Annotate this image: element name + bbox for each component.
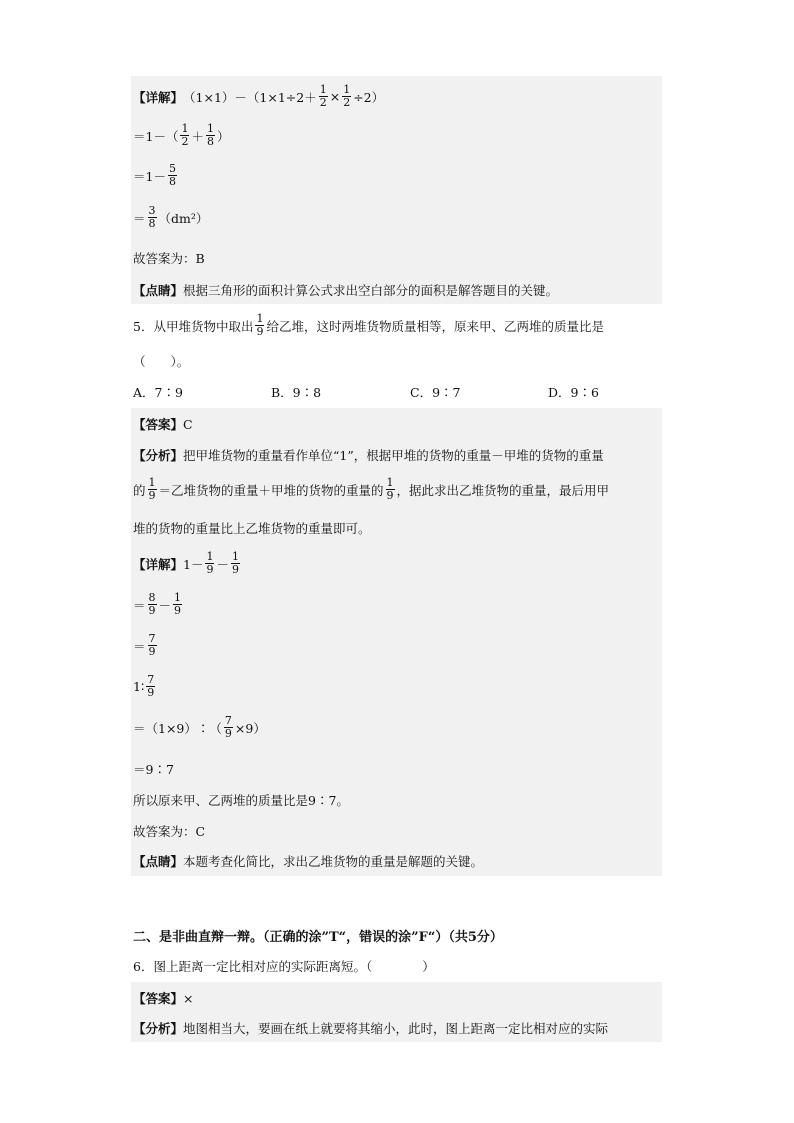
- answer-label: 【答案】: [133, 991, 184, 1006]
- fraction: $\frac{1}{9}$: [256, 312, 264, 338]
- expr-text: ＋: [191, 128, 204, 144]
- q5-detail-line-2: ＝ $\frac{8}{9}$ － $\frac{1}{9}$: [133, 591, 182, 617]
- q4-explanation-block: [131, 76, 662, 304]
- fraction: $\frac{1}{9}$: [206, 550, 214, 576]
- q5-detail-line-6: ＝9∶7: [133, 762, 174, 777]
- fraction: $\frac{7}{9}$: [147, 673, 155, 699]
- option-b[interactable]: B．9∶8: [271, 385, 322, 400]
- expr-text: ＝1－（: [133, 128, 179, 144]
- q6-answer-line: [133, 989, 194, 1007]
- fraction: $\frac{1}{9}$: [148, 476, 156, 502]
- expr-text: ＝: [133, 210, 146, 226]
- q5-answer-summary: 故答案为：C: [133, 824, 206, 839]
- q4-tip-line: [133, 281, 558, 299]
- q5-detail-line-1: 【详解】 1－ $\frac{1}{9}$ － $\frac{1}{9}$: [133, 550, 239, 576]
- q4-detail-line-2: [133, 123, 229, 148]
- q5-detail-line-5: ＝（1×9）∶（ $\frac{7}{9}$ ×9）: [133, 714, 266, 740]
- section-heading: 二、是非曲直辩一辩。（正确的涂”T“，错误的涂”F“）（共5分）: [133, 930, 503, 945]
- tip-label: 【点睛】: [133, 854, 184, 869]
- fraction: $\frac{1}{9}$: [231, 550, 239, 576]
- tip-text: 根据三角形的面积计算公式求出空白部分的面积是解答题目的关键。: [183, 283, 559, 298]
- q5-stem-line-1: 5．从甲堆货物中取出 $\frac{1}{9}$ 给乙堆，这时两堆货物质量相等，原来甲、乙两堆的质量比是: [133, 312, 604, 338]
- fraction: $\frac{7}{9}$: [148, 632, 156, 658]
- answer-value: C: [183, 416, 193, 432]
- answer-value: ×: [183, 990, 194, 1006]
- expr-text: ＝1－: [133, 168, 166, 184]
- q5-conclusion: 所以原来甲、乙两堆的质量比是9∶7。: [133, 793, 349, 808]
- tip-label: 【点睛】: [133, 283, 184, 298]
- fraction: $\frac{5}{8}$: [168, 162, 176, 188]
- q4-answer-line: 故答案为：B: [133, 251, 205, 266]
- detail-label: 【详解】: [133, 556, 184, 572]
- fraction: $\frac{1}{2}$: [181, 122, 189, 148]
- expr-text: （dm²）: [158, 210, 209, 226]
- analysis-label: 【分析】: [133, 448, 184, 463]
- q5-analysis-line-2: 的 $\frac{1}{9}$ ＝乙堆货物的重量＋甲堆的货物的重量的 $\frac{1}{9}$ ，据此求出乙堆货物的重量，最后用甲: [133, 476, 610, 502]
- q5-detail-line-4: 1∶ $\frac{7}{9}$: [133, 673, 155, 699]
- q5-stem-line-2: （ ）。: [133, 354, 190, 369]
- fraction: $\frac{1}{2}$: [343, 83, 351, 109]
- fraction: $\frac{1}{9}$: [386, 476, 394, 502]
- q4-detail-line-3: [133, 163, 179, 188]
- detail-label: 【详解】: [133, 89, 184, 105]
- q5-detail-line-3: ＝ $\frac{7}{9}$: [133, 632, 156, 658]
- q5-analysis-line-3: 堆的货物的重量比上乙堆货物的重量即可。: [133, 521, 371, 536]
- fraction: $\frac{1}{2}$: [319, 83, 327, 109]
- analysis-label: 【分析】: [133, 1021, 184, 1036]
- fraction: $\frac{3}{8}$: [148, 204, 156, 230]
- fraction: $\frac{1}{8}$: [206, 122, 214, 148]
- expr-text: ×: [329, 89, 341, 104]
- q5-answer-line: [133, 415, 193, 433]
- q5-tip-line: [133, 852, 483, 870]
- expr-text: ）: [216, 128, 230, 144]
- option-c[interactable]: C．9∶7: [410, 385, 461, 400]
- expr-text: （1×1）－（1×1÷2＋: [183, 89, 317, 105]
- q4-detail-line-1: [133, 84, 384, 109]
- fraction: $\frac{1}{9}$: [174, 591, 182, 617]
- q5-analysis-line-1: 【分析】 把甲堆货物的重量看作单位“1”，根据甲堆的货物的重量－甲堆的货物的重量: [133, 448, 604, 463]
- expr-text: ÷2）: [353, 89, 385, 105]
- q5-options: [133, 383, 653, 401]
- q6-analysis-line: 【分析】 地图相当大，要画在纸上就要将其缩小，此时，图上距离一定比相对应的实际: [133, 1021, 609, 1036]
- q6-stem: 6．图上距离一定比相对应的实际距离短。（ ）: [133, 959, 435, 974]
- option-d[interactable]: D．9∶6: [548, 385, 599, 400]
- q4-detail-line-4: [133, 205, 208, 230]
- fraction: $\frac{7}{9}$: [224, 714, 232, 740]
- tip-text: 本题考查化简比，求出乙堆货物的重量是解题的关键。: [183, 854, 484, 869]
- fraction: $\frac{8}{9}$: [148, 591, 156, 617]
- answer-label: 【答案】: [133, 417, 184, 432]
- option-a[interactable]: A．7∶9: [133, 385, 183, 400]
